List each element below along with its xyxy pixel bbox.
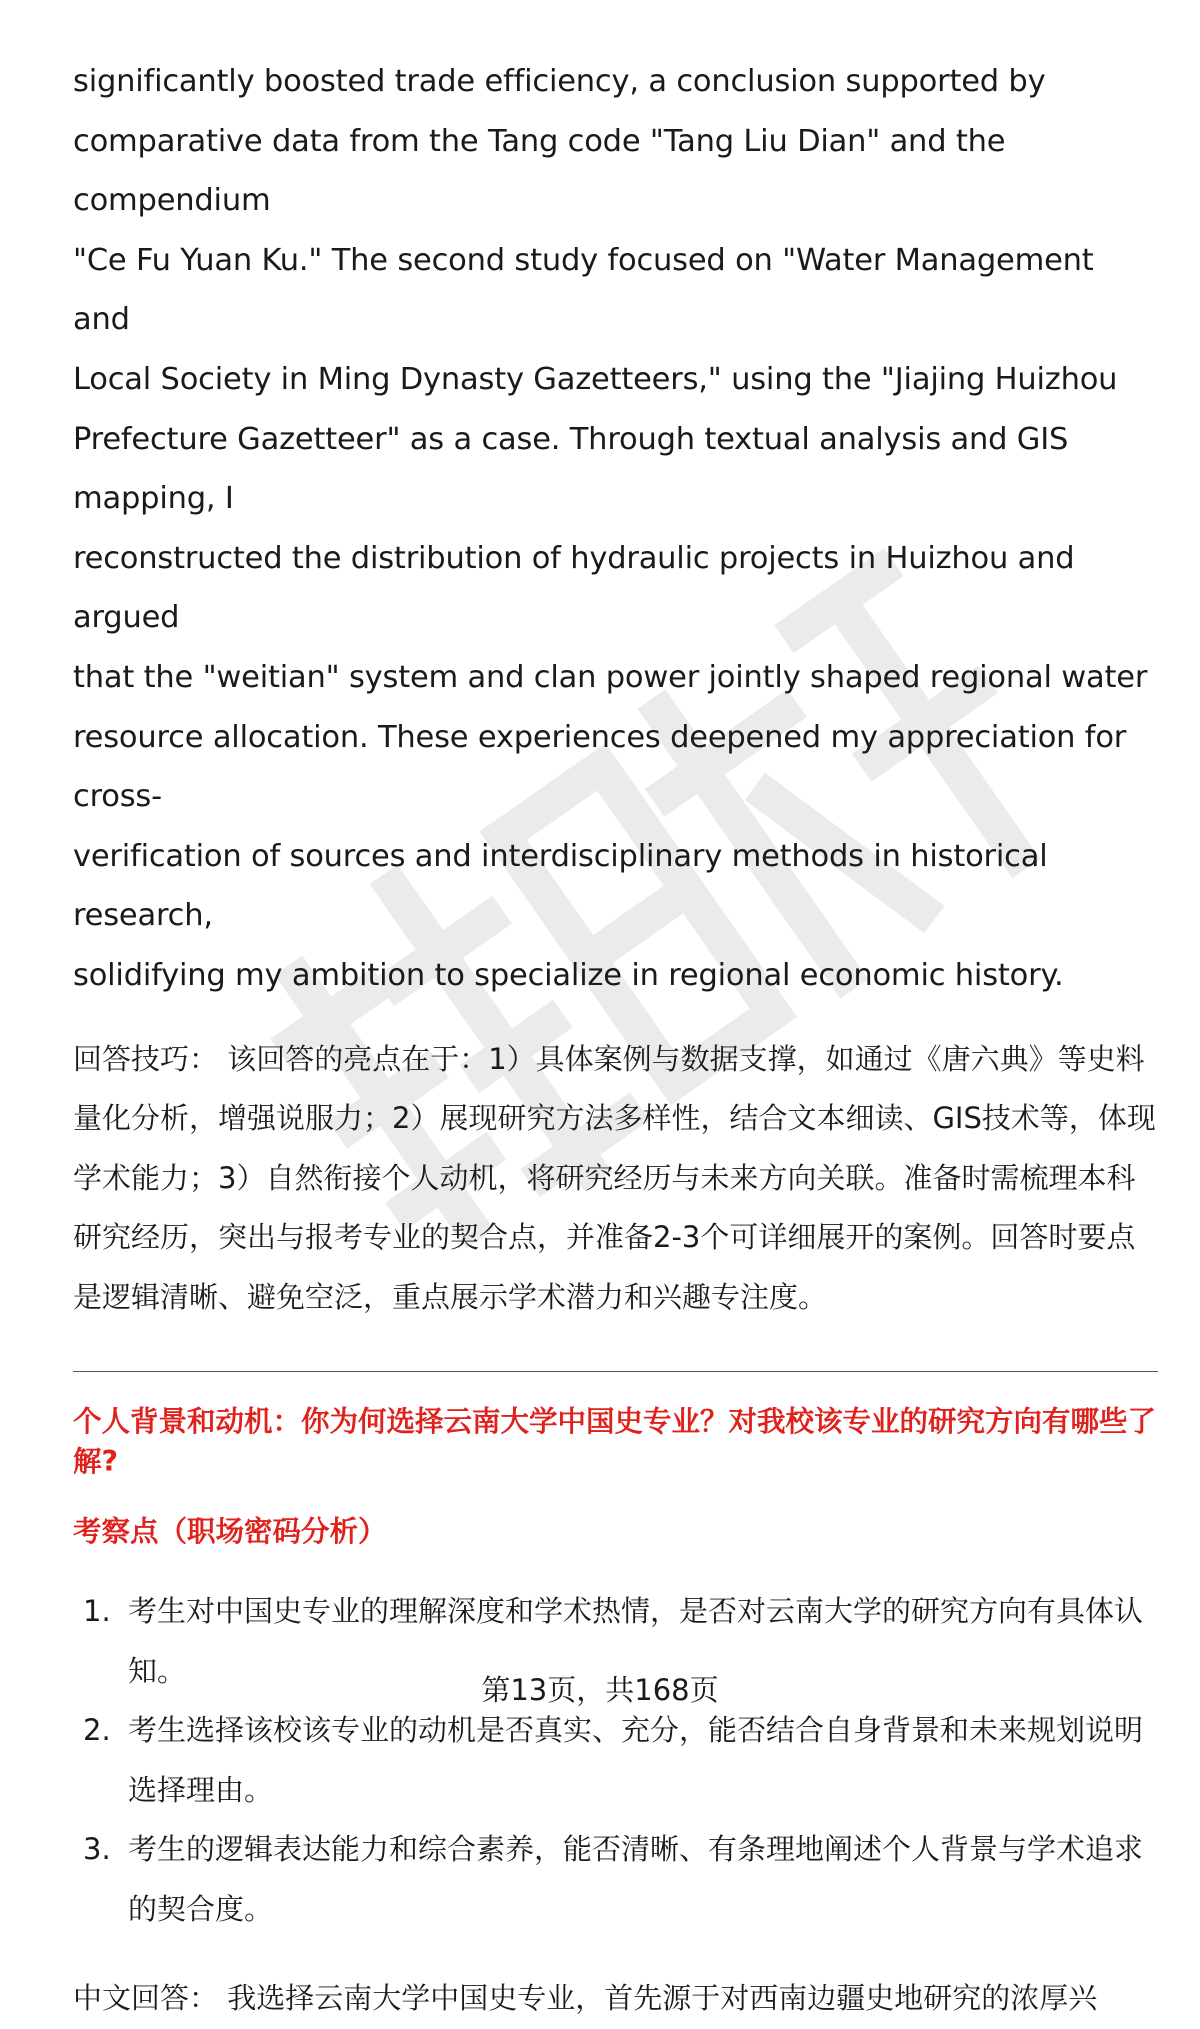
assessment-points-heading: 考察点（职场密码分析） (73, 1515, 387, 1548)
chinese-answer-text: 我选择云南大学中国史专业，首先源于对西南边疆史地研究的浓厚兴 (218, 1981, 1098, 2015)
list-item-number: 3. (83, 1832, 111, 1866)
page-number-footer: 第13页，共168页 (481, 1673, 719, 1707)
question-heading: 个人背景和动机：你为何选择云南大学中国史专业？对我校该专业的研究方向有哪些了解? (73, 1405, 1157, 1478)
answer-tip-text: 该回答的亮点在于：1）具体案例与数据支撑，如通过《唐六典》等史料量化分析，增强说服力；2）展现研究方法多样性，结合文本细读、GIS技术等，体现学术能力；3）自然衔接个人动机，将研究经历与未来方向关联。准备时需梳理本科研究经历，突出与报考专业的契合点，并准备2-3个可详细展开的案例。回答时要点是逻辑清晰、避免空泛，重点展示学术潜力和兴趣专注度。 (73, 1041, 1156, 1314)
page-content (73, 52, 1158, 2029)
list-item-number: 1. (83, 1594, 111, 1628)
section-divider (73, 1371, 1158, 1372)
list-item-text: 考生对中国史专业的理解深度和学术热情，是否对云南大学的研究方向有具体认知。 (128, 1594, 1144, 1688)
list-item-text: 考生选择该校该专业的动机是否真实、充分，能否结合自身背景和未来规划说明选择理由。 (128, 1713, 1144, 1807)
english-answer-paragraph: significantly boosted trade efficiency, a conclusion supported by comparative data from the Tang code "Tang Liu Dian" and the compendium "Ce Fu Yuan Ku." The second study focused on "Water Management and Local Society in Ming Dynasty Gazetteers," using the "Jiajing Huizhou Prefecture Gazetteer" as a case. Through textual analysis and GIS mapping, I reconstructed the distribution of hydraulic projects in Huizhou and argued that the "weitian" system and clan power jointly shaped regional water resource allocation. These experiences deepened my appreciation for cross- verification of sources and interdisciplinary methods in historical research, solidifying my ambition to specialize in regional economic history. (73, 64, 1148, 993)
list-item-number: 2. (83, 1713, 111, 1747)
list-item (73, 1820, 1158, 1939)
answer-tip-label: 回答技巧： (73, 1041, 219, 1076)
chinese-answer-label: 中文回答： (73, 1981, 219, 2015)
list-item (73, 1701, 1158, 1820)
assessment-points-list (73, 1582, 1158, 1939)
answer-tip-paragraph (73, 1030, 1158, 1328)
chinese-answer-paragraph (73, 1969, 1158, 2029)
list-item-text: 考生的逻辑表达能力和综合素养，能否清晰、有条理地阐述个人背景与学术追求的契合度。 (128, 1832, 1144, 1926)
